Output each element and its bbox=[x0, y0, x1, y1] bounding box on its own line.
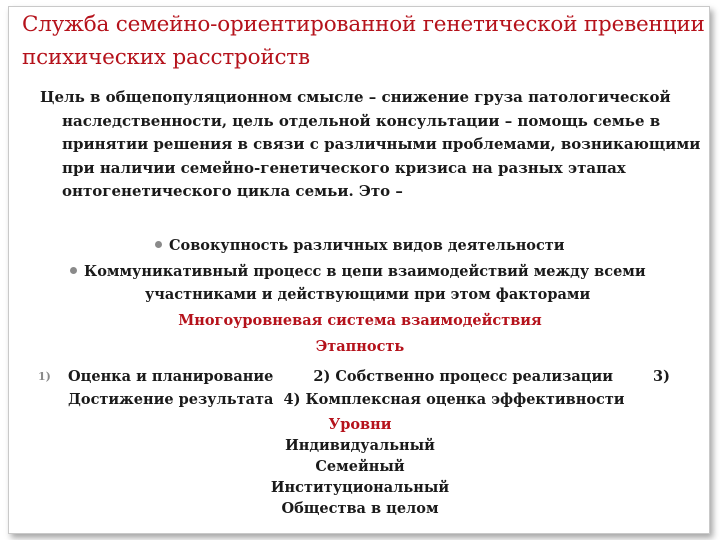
bullet-text: Совокупность различных видов деятельности bbox=[169, 237, 565, 254]
bullet-dot-icon bbox=[155, 241, 162, 248]
levels-heading: Уровни bbox=[328, 416, 392, 433]
level-item: Семейный bbox=[315, 458, 405, 475]
stage-3-number: 3) bbox=[653, 368, 670, 385]
stage-4: 4) Комплексная оценка эффективности bbox=[283, 391, 625, 408]
stage-1: Оценка и планирование bbox=[68, 368, 274, 385]
subheading-system: Многоуровневая система взаимодействия bbox=[178, 312, 542, 329]
stage-number: 1) bbox=[38, 370, 51, 383]
stages-list bbox=[38, 365, 678, 411]
goal-paragraph: Цель в общепопуляционном смысле – снижение груза патологической наследственности, цель отдельной консультации – помощь семье в принятии решения в связи с различными проблемами, возникающими при наличии семейно-генетического кризиса на разных этапах онтогенетического цикла семьи. Это – bbox=[40, 88, 701, 200]
stages-line-1 bbox=[38, 365, 678, 388]
stage-3: Достижение результата bbox=[68, 391, 274, 408]
bullet-dot-icon bbox=[70, 267, 77, 274]
bullet-item-activities bbox=[155, 234, 715, 257]
stages-line-2 bbox=[38, 388, 678, 411]
bullet-text-line1: Коммуникативный процесс в цепи взаимодействий между всеми bbox=[84, 263, 646, 280]
bullet-item-communication bbox=[70, 260, 690, 306]
bullet-text-line2: участниками и действующими при этом факторами bbox=[145, 286, 591, 303]
levels-list bbox=[0, 414, 720, 519]
level-item: Индивидуальный bbox=[285, 437, 435, 454]
slide-title: Служба семейно-ориентированной генетической превенции психических расстройств bbox=[22, 12, 705, 70]
level-item: Общества в целом bbox=[281, 500, 439, 517]
subheading-stages: Этапность bbox=[315, 338, 405, 355]
level-item: Институциональный bbox=[270, 479, 450, 496]
stage-2: 2) Собственно процесс реализации bbox=[313, 368, 614, 385]
